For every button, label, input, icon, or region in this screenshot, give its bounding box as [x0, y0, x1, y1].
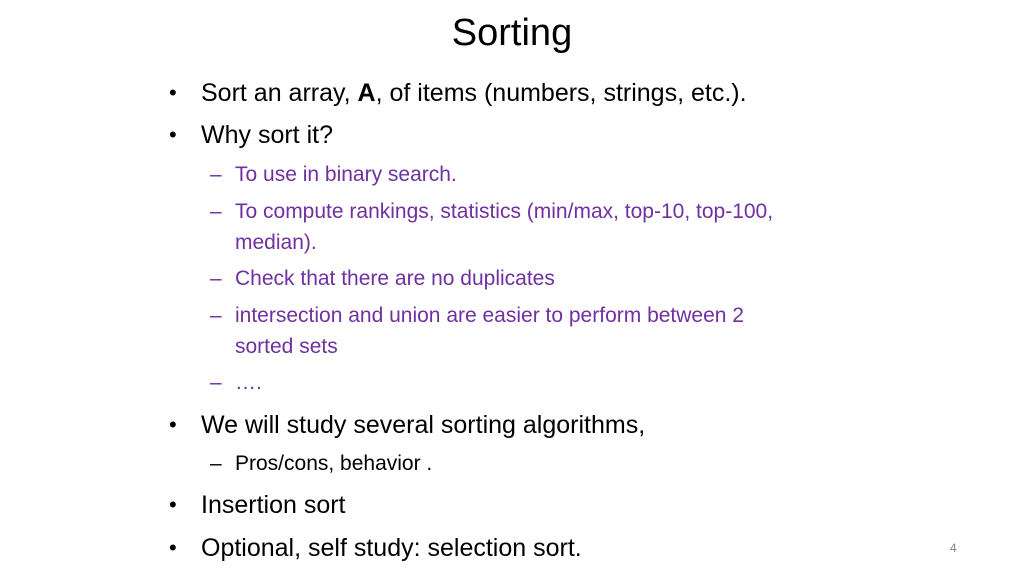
bullet-item: [169, 490, 346, 520]
sub-bullet-item: [210, 162, 457, 188]
bullet-item: [169, 120, 333, 150]
bullet-text: Insertion sort: [201, 491, 346, 519]
bullet-item: [169, 78, 747, 108]
bullet-bold-text: A: [357, 79, 376, 107]
bullet-text: Sort an array,: [201, 79, 358, 107]
page-number: 4: [950, 541, 957, 555]
dash-marker: –: [210, 304, 222, 327]
bullet-marker: •: [169, 492, 177, 517]
bullet-marker: •: [169, 122, 177, 147]
bullet-item: [169, 410, 646, 440]
bullet-marker: •: [169, 412, 177, 437]
bullet-item: [169, 533, 582, 563]
bullet-marker: •: [169, 535, 177, 560]
slide-title: Sorting: [451, 12, 573, 54]
dash-marker: –: [210, 452, 222, 475]
sub-bullet-text: Check that there are no duplicates: [235, 267, 555, 290]
sub-bullet-item: [210, 451, 433, 477]
dash-marker: –: [210, 163, 222, 186]
sub-bullet-text: To compute rankings, statistics (min/max, top-10, top-100,: [235, 200, 774, 223]
sub-bullet-text: Pros/cons, behavior .: [235, 452, 433, 475]
sub-bullet-text: To use in binary search.: [235, 163, 457, 186]
bullet-text: Why sort it?: [201, 121, 333, 149]
bullet-text: We will study several sorting algorithms,: [201, 411, 646, 439]
dash-marker: –: [210, 371, 222, 394]
sub-bullet-continuation: median).: [235, 231, 317, 254]
sub-bullet-text: intersection and union are easier to perform between 2: [235, 304, 744, 327]
dash-marker: –: [210, 200, 222, 223]
sub-bullet-text: ….: [235, 371, 262, 394]
bullet-text: Optional, self study: selection sort.: [201, 534, 582, 562]
sub-bullet-item: [210, 199, 774, 225]
sub-bullet-continuation: sorted sets: [235, 335, 338, 358]
sub-bullet-item: [210, 266, 555, 292]
sub-bullet-item: [210, 303, 744, 329]
dash-marker: –: [210, 267, 222, 290]
bullet-marker: •: [169, 80, 177, 105]
bullet-text: , of items (numbers, strings, etc.).: [375, 79, 747, 107]
sub-bullet-item: [210, 370, 262, 396]
